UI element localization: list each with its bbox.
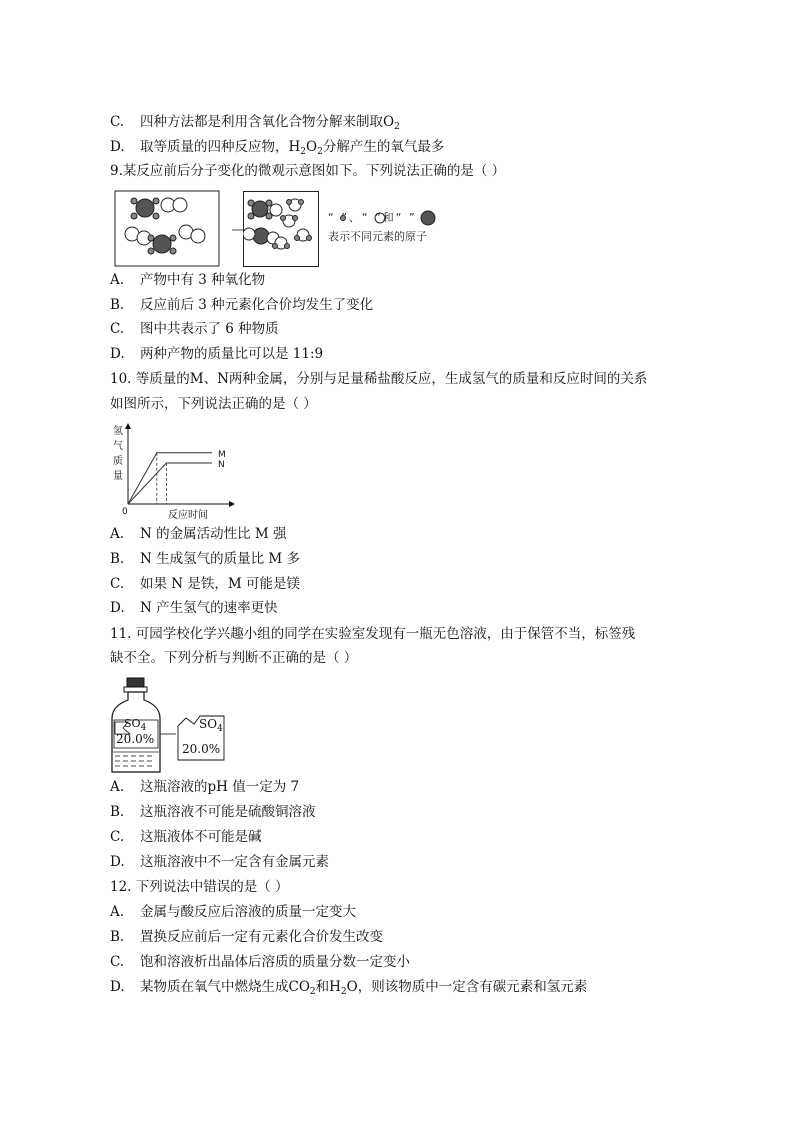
q11-option-d — [110, 852, 329, 872]
option-text: 图中共表示了 6 种物质 — [140, 321, 279, 337]
option-letter: B. — [110, 804, 125, 820]
option-text-part: 取等质量的四种反应物，H — [140, 139, 301, 155]
option-letter: A. — [110, 526, 125, 542]
option-text-part: O，则该物质中一定含有碳元素和氢元素 — [346, 979, 588, 995]
option-letter: B. — [110, 297, 125, 313]
q11-option-a — [110, 777, 299, 797]
q11-option-c — [110, 827, 262, 847]
option-text: 这瓶溶液的pH 值一定为 7 — [140, 779, 300, 795]
subscript: 4 — [140, 723, 147, 733]
q9-legend — [328, 208, 458, 248]
bottle-neck-rim — [124, 687, 147, 692]
q12-option-a — [110, 902, 356, 922]
option-text: 置换反应前后一定有元素化合价发生改变 — [140, 929, 383, 945]
q10-option-c — [110, 574, 300, 594]
formula-text: SO — [199, 717, 218, 731]
atom-dark-icon — [421, 211, 435, 225]
q12-option-c — [110, 952, 410, 972]
q10-stem-line1: 10. 等质量的M、N两种金属，分别与足量稀盐酸反应，生成氢气的质量和反应时间的关系 — [110, 371, 648, 387]
subscript: 2 — [317, 147, 323, 157]
option-text-part: 某物质在氧气中燃烧生成CO — [140, 979, 310, 995]
option-letter: C. — [110, 576, 125, 592]
option-text: 这瓶溶液不可能是硫酸铜溶液 — [140, 804, 316, 820]
subscript: 2 — [340, 987, 347, 997]
q12-option-d — [110, 977, 587, 1002]
option-letter: D. — [110, 600, 125, 616]
q10-option-a — [110, 524, 287, 544]
q11-stem-line2: 缺不全。下列分析与判断不正确的是（ ） — [110, 650, 358, 666]
option-text: 金属与酸反应后溶液的质量一定变大 — [140, 904, 356, 920]
formula-text: SO — [124, 717, 141, 730]
series-line-M — [128, 453, 212, 504]
enlarged-label-percent: 20.0% — [182, 742, 221, 756]
option-letter: A. — [110, 272, 125, 288]
option-text: 四种方法都是利用含氧化合物分解来制取O — [140, 114, 395, 130]
option-letter: D. — [110, 346, 125, 362]
subscript: 4 — [217, 724, 223, 734]
option-text: 产物中有 3 种氧化物 — [140, 272, 266, 288]
option-letter: B. — [110, 929, 125, 945]
option-letter: D. — [110, 979, 125, 995]
option-letter: A. — [110, 904, 125, 920]
subscript: 2 — [309, 987, 316, 997]
option-letter: C. — [110, 321, 125, 337]
option-text: 如果 N 是铁，M 可能是镁 — [140, 576, 301, 592]
option-text: 这瓶溶液中不一定含有金属元素 — [140, 854, 329, 870]
option-text: 饱和溶液析出晶体后溶质的质量分数一定变小 — [140, 954, 410, 970]
q12-option-b — [110, 927, 383, 947]
option-text: N 的金属活动性比 M 强 — [140, 526, 287, 542]
option-letter: B. — [110, 551, 125, 567]
q10-chart — [108, 422, 238, 522]
option-letter: D. — [110, 139, 125, 155]
q11-option-b — [110, 802, 316, 822]
option-text: 反应前后 3 种元素化合价均发生了变化 — [140, 297, 374, 313]
x-axis-label: 反应时间 — [168, 510, 208, 521]
q8-option-c — [110, 112, 400, 137]
subscript: 2 — [300, 147, 307, 157]
series-line-N — [128, 463, 212, 504]
q11-stem-line1: 11. 可园学校化学兴趣小组的同学在实验室发现有一瓶无色溶液，由于保管不当，标签残 — [110, 626, 636, 642]
q10-option-b — [110, 549, 300, 569]
enlarged-label-formula — [199, 717, 223, 736]
option-letter: D. — [110, 854, 125, 870]
subscript: 2 — [394, 122, 400, 132]
q10-stem-line2: 如图所示，下列说法正确的是（ ） — [110, 396, 317, 412]
y-axis-label-char: 气 — [113, 441, 123, 452]
q9-option-c — [110, 319, 279, 339]
option-text: 这瓶液体不可能是碱 — [140, 829, 262, 845]
q8-option-d — [110, 137, 444, 162]
q9-stem: 9.某反应前后分子变化的微观示意图如下。下列说法正确的是（ ） — [110, 163, 506, 179]
option-text-part: O — [306, 139, 318, 155]
option-letter: C. — [110, 829, 125, 845]
x-axis-arrow — [229, 501, 235, 507]
legend-line2: 表示不同元素的原子 — [328, 230, 427, 243]
option-text: N 产生氢气的速率更快 — [140, 600, 278, 616]
option-letter: C. — [110, 954, 125, 970]
option-text: N 生成氢气的质量比 M 多 — [140, 551, 301, 567]
q9-option-a — [110, 270, 265, 290]
option-letter: C. — [110, 114, 125, 130]
q10-option-d — [110, 598, 278, 618]
option-text-part: 分解产生的氧气最多 — [322, 139, 445, 155]
option-text: 两种产物的质量比可以是 11:9 — [140, 346, 324, 362]
origin-label: 0 — [122, 507, 128, 517]
q9-option-b — [110, 295, 373, 315]
q9-option-d — [110, 344, 323, 364]
bottle-label-percent: 20.0% — [116, 732, 155, 746]
series-label-N: N — [218, 460, 225, 471]
option-letter: A. — [110, 779, 125, 795]
series-label-M: M — [218, 449, 226, 460]
q9-product-diagram — [243, 191, 321, 268]
y-axis-label-char: 量 — [113, 471, 123, 482]
y-axis-arrow — [125, 423, 131, 429]
y-axis-label-char: 质 — [113, 456, 123, 467]
legend-line1: “ ”、“ ”和“ ” — [328, 211, 417, 224]
y-axis-label-char: 氢 — [113, 426, 123, 437]
option-text-part: 和H — [315, 979, 341, 995]
q12-stem: 12. 下列说法中错误的是（ ） — [110, 879, 289, 895]
